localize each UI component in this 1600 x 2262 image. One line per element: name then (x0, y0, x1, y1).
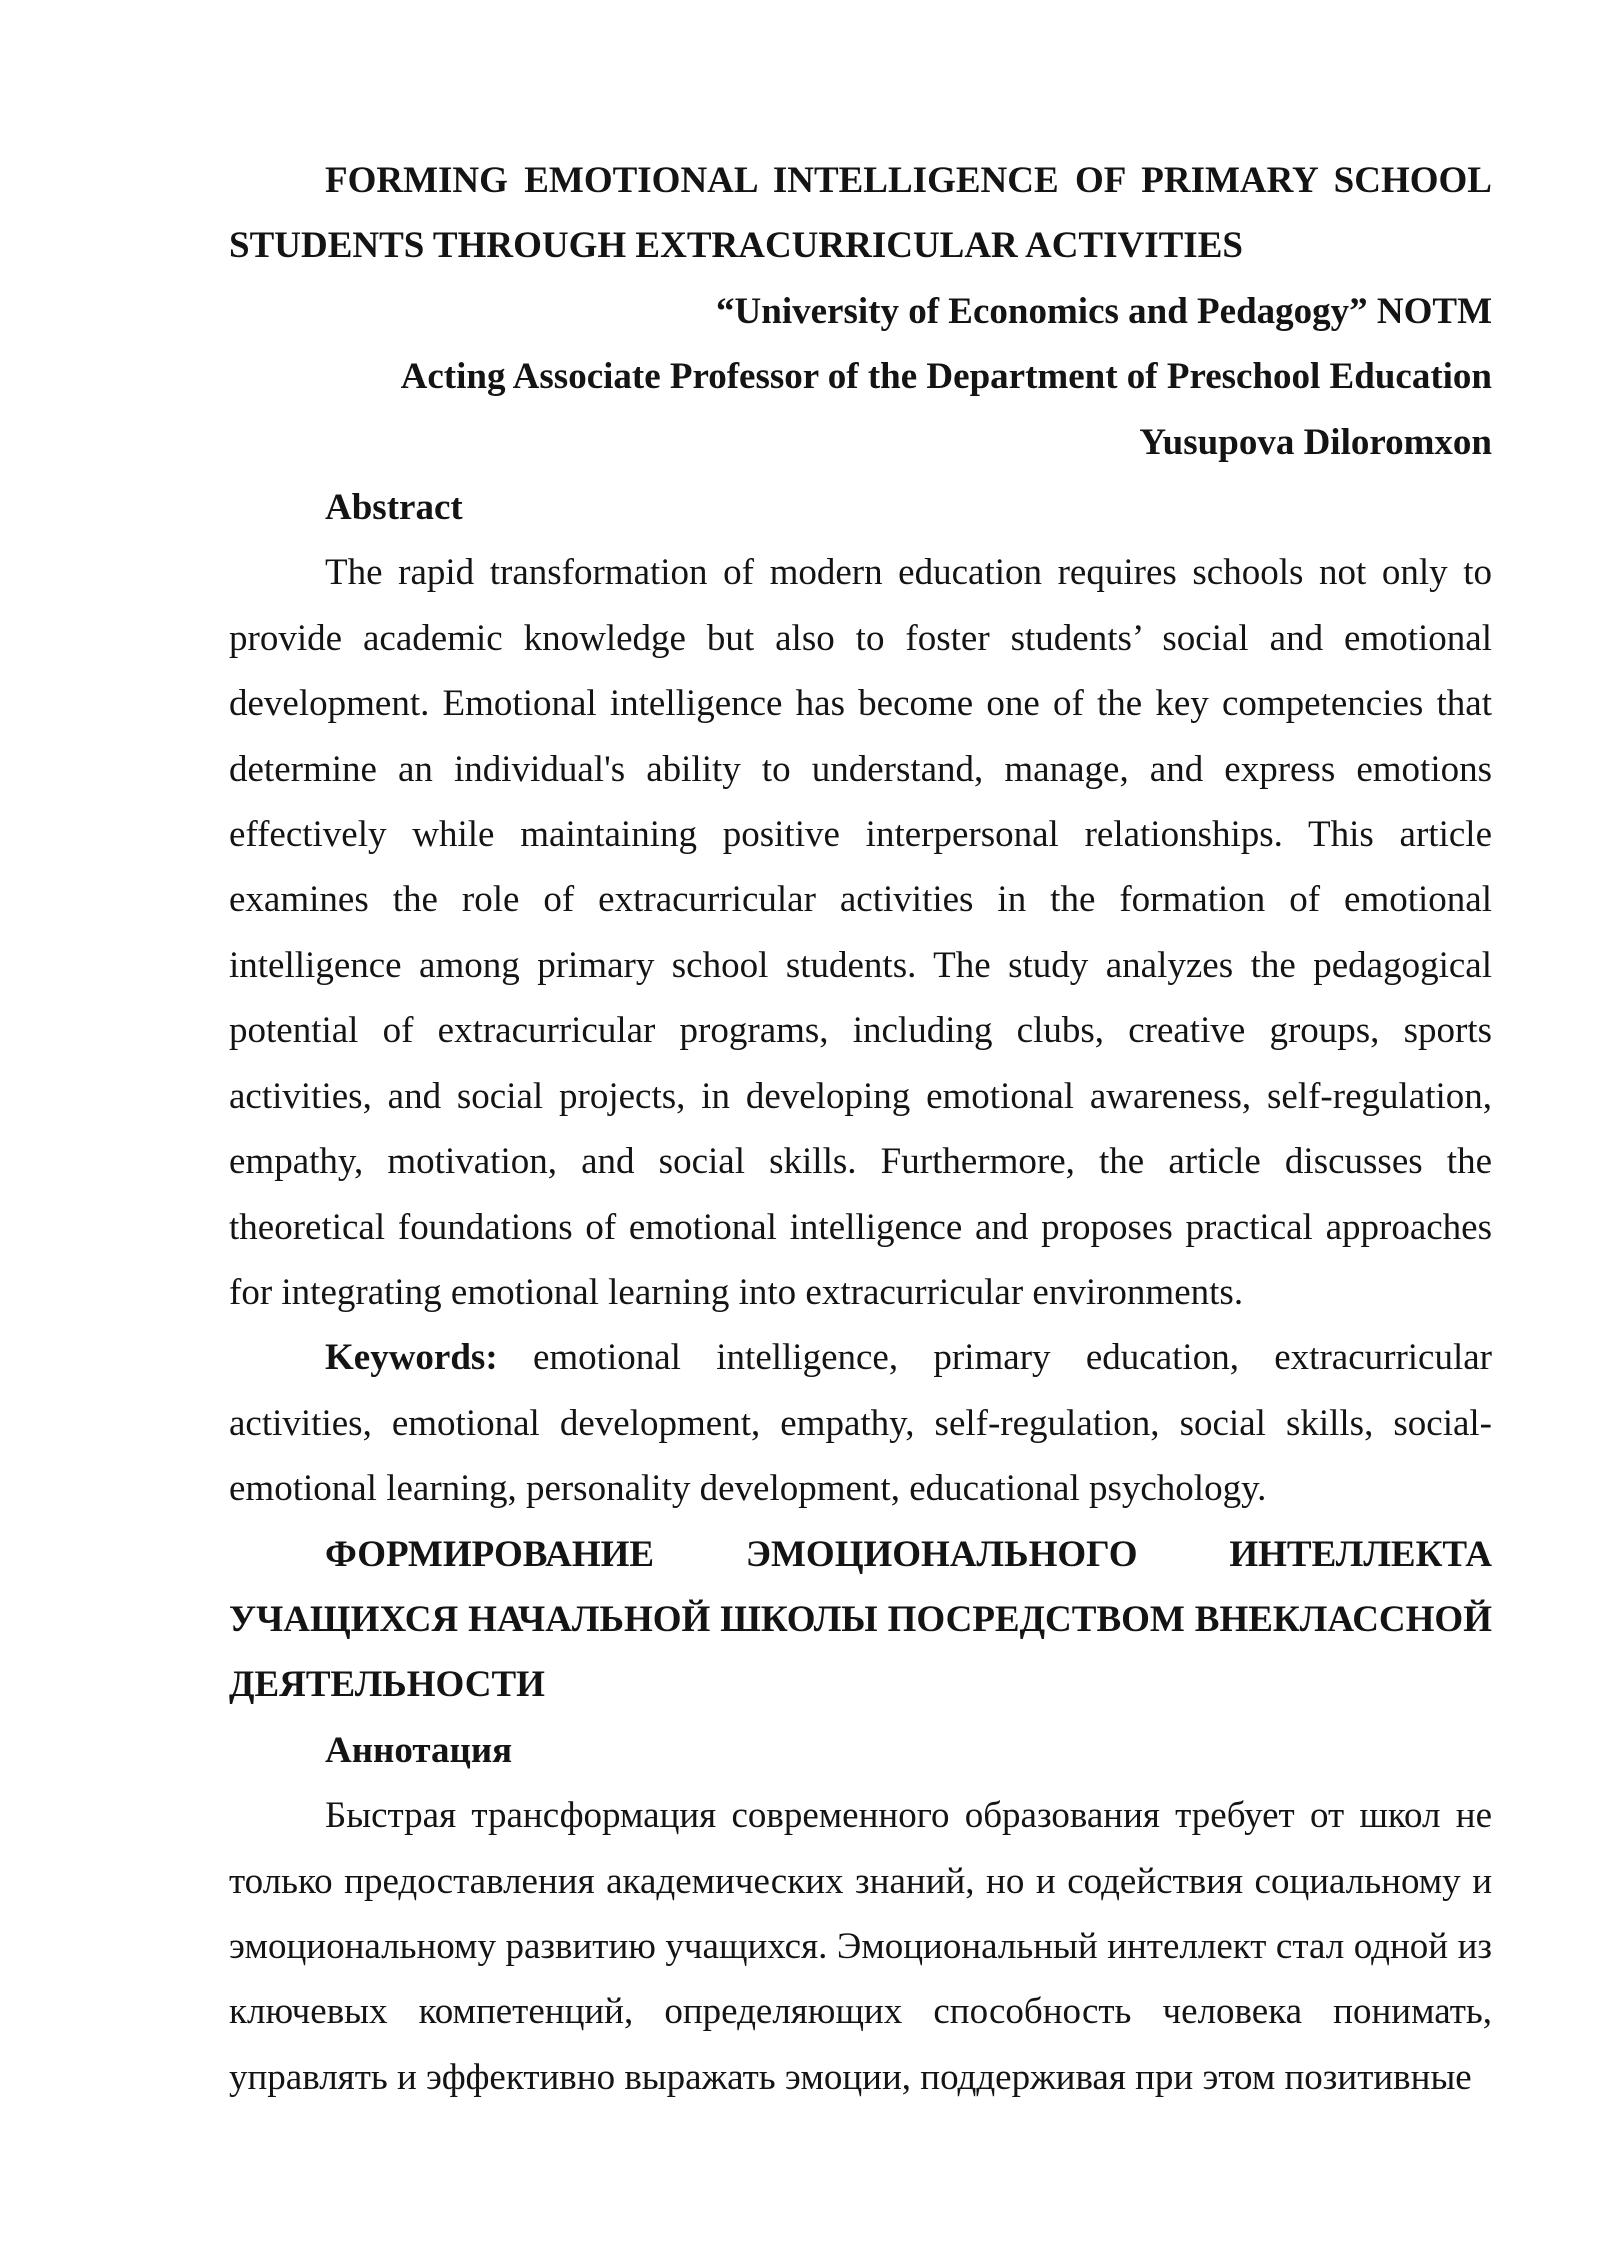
author-position: Acting Associate Professor of the Department of Preschool Education (400, 356, 1492, 398)
abstract-heading-en: Abstract (325, 487, 463, 529)
keywords-paragraph (229, 1325, 1492, 1521)
author-affiliation: “University of Economics and Pedagogy” NOTM (716, 290, 1492, 332)
abstract-text-ru: Быстрая трансформация современного образования требует от школ не только предоставления академических знаний, но и содействия социальному и эмоциональному развитию учащихся. Эмоциональный интеллект стал одной из ключевых компетенций, определяющих способность человека понимать, управлять и эффективно выражать эмоции, поддерживая при этом позитивные (229, 1795, 1492, 2098)
abstract-text-en: The rapid transformation of modern education requires schools not only to provide academic knowledge but also to foster students’ social and emotional development. Emotional intelligence has become one of the key competencies that determine an individual's ability to understand, manage, and express emotions effectively while maintaining positive interpersonal relationships. This article examines the role of extracurricular activities in the formation of emotional intelligence among primary school students. The study analyzes the pedagogical potential of extracurricular programs, including clubs, creative groups, sports activities, and social projects, in developing emotional awareness, self-regulation, empathy, motivation, and social skills. Furthermore, the article discusses the theoretical foundations of emotional intelligence and proposes practical approaches for integrating emotional learning into extracurricular environments. (229, 552, 1492, 1313)
article-title-en: FORMING EMOTIONAL INTELLIGENCE OF PRIMARY SCHOOL STUDENTS THROUGH EXTRACURRICULAR ACTIVITIES (229, 160, 1492, 267)
keywords-label: Keywords: (325, 1337, 498, 1379)
article-title-ru: ФОРМИРОВАНИЕ ЭМОЦИОНАЛЬНОГО ИНТЕЛЛЕКТА УЧАЩИХСЯ НАЧАЛЬНОЙ ШКОЛЫ ПОСРЕДСТВОМ ВНЕКЛАССНОЙ ДЕЯТЕЛЬНОСТИ (229, 1533, 1492, 1706)
keywords-text: emotional intelligence, primary education, extracurricular activities, emotional development, empathy, self-regulation, social skills, social-emotional learning, personality development, educational psychology. (229, 1337, 1492, 1510)
document-page (229, 148, 1492, 2110)
author-name: Yusupova Diloromxon (1139, 421, 1492, 463)
abstract-heading-ru: Аннотация (325, 1729, 513, 1771)
